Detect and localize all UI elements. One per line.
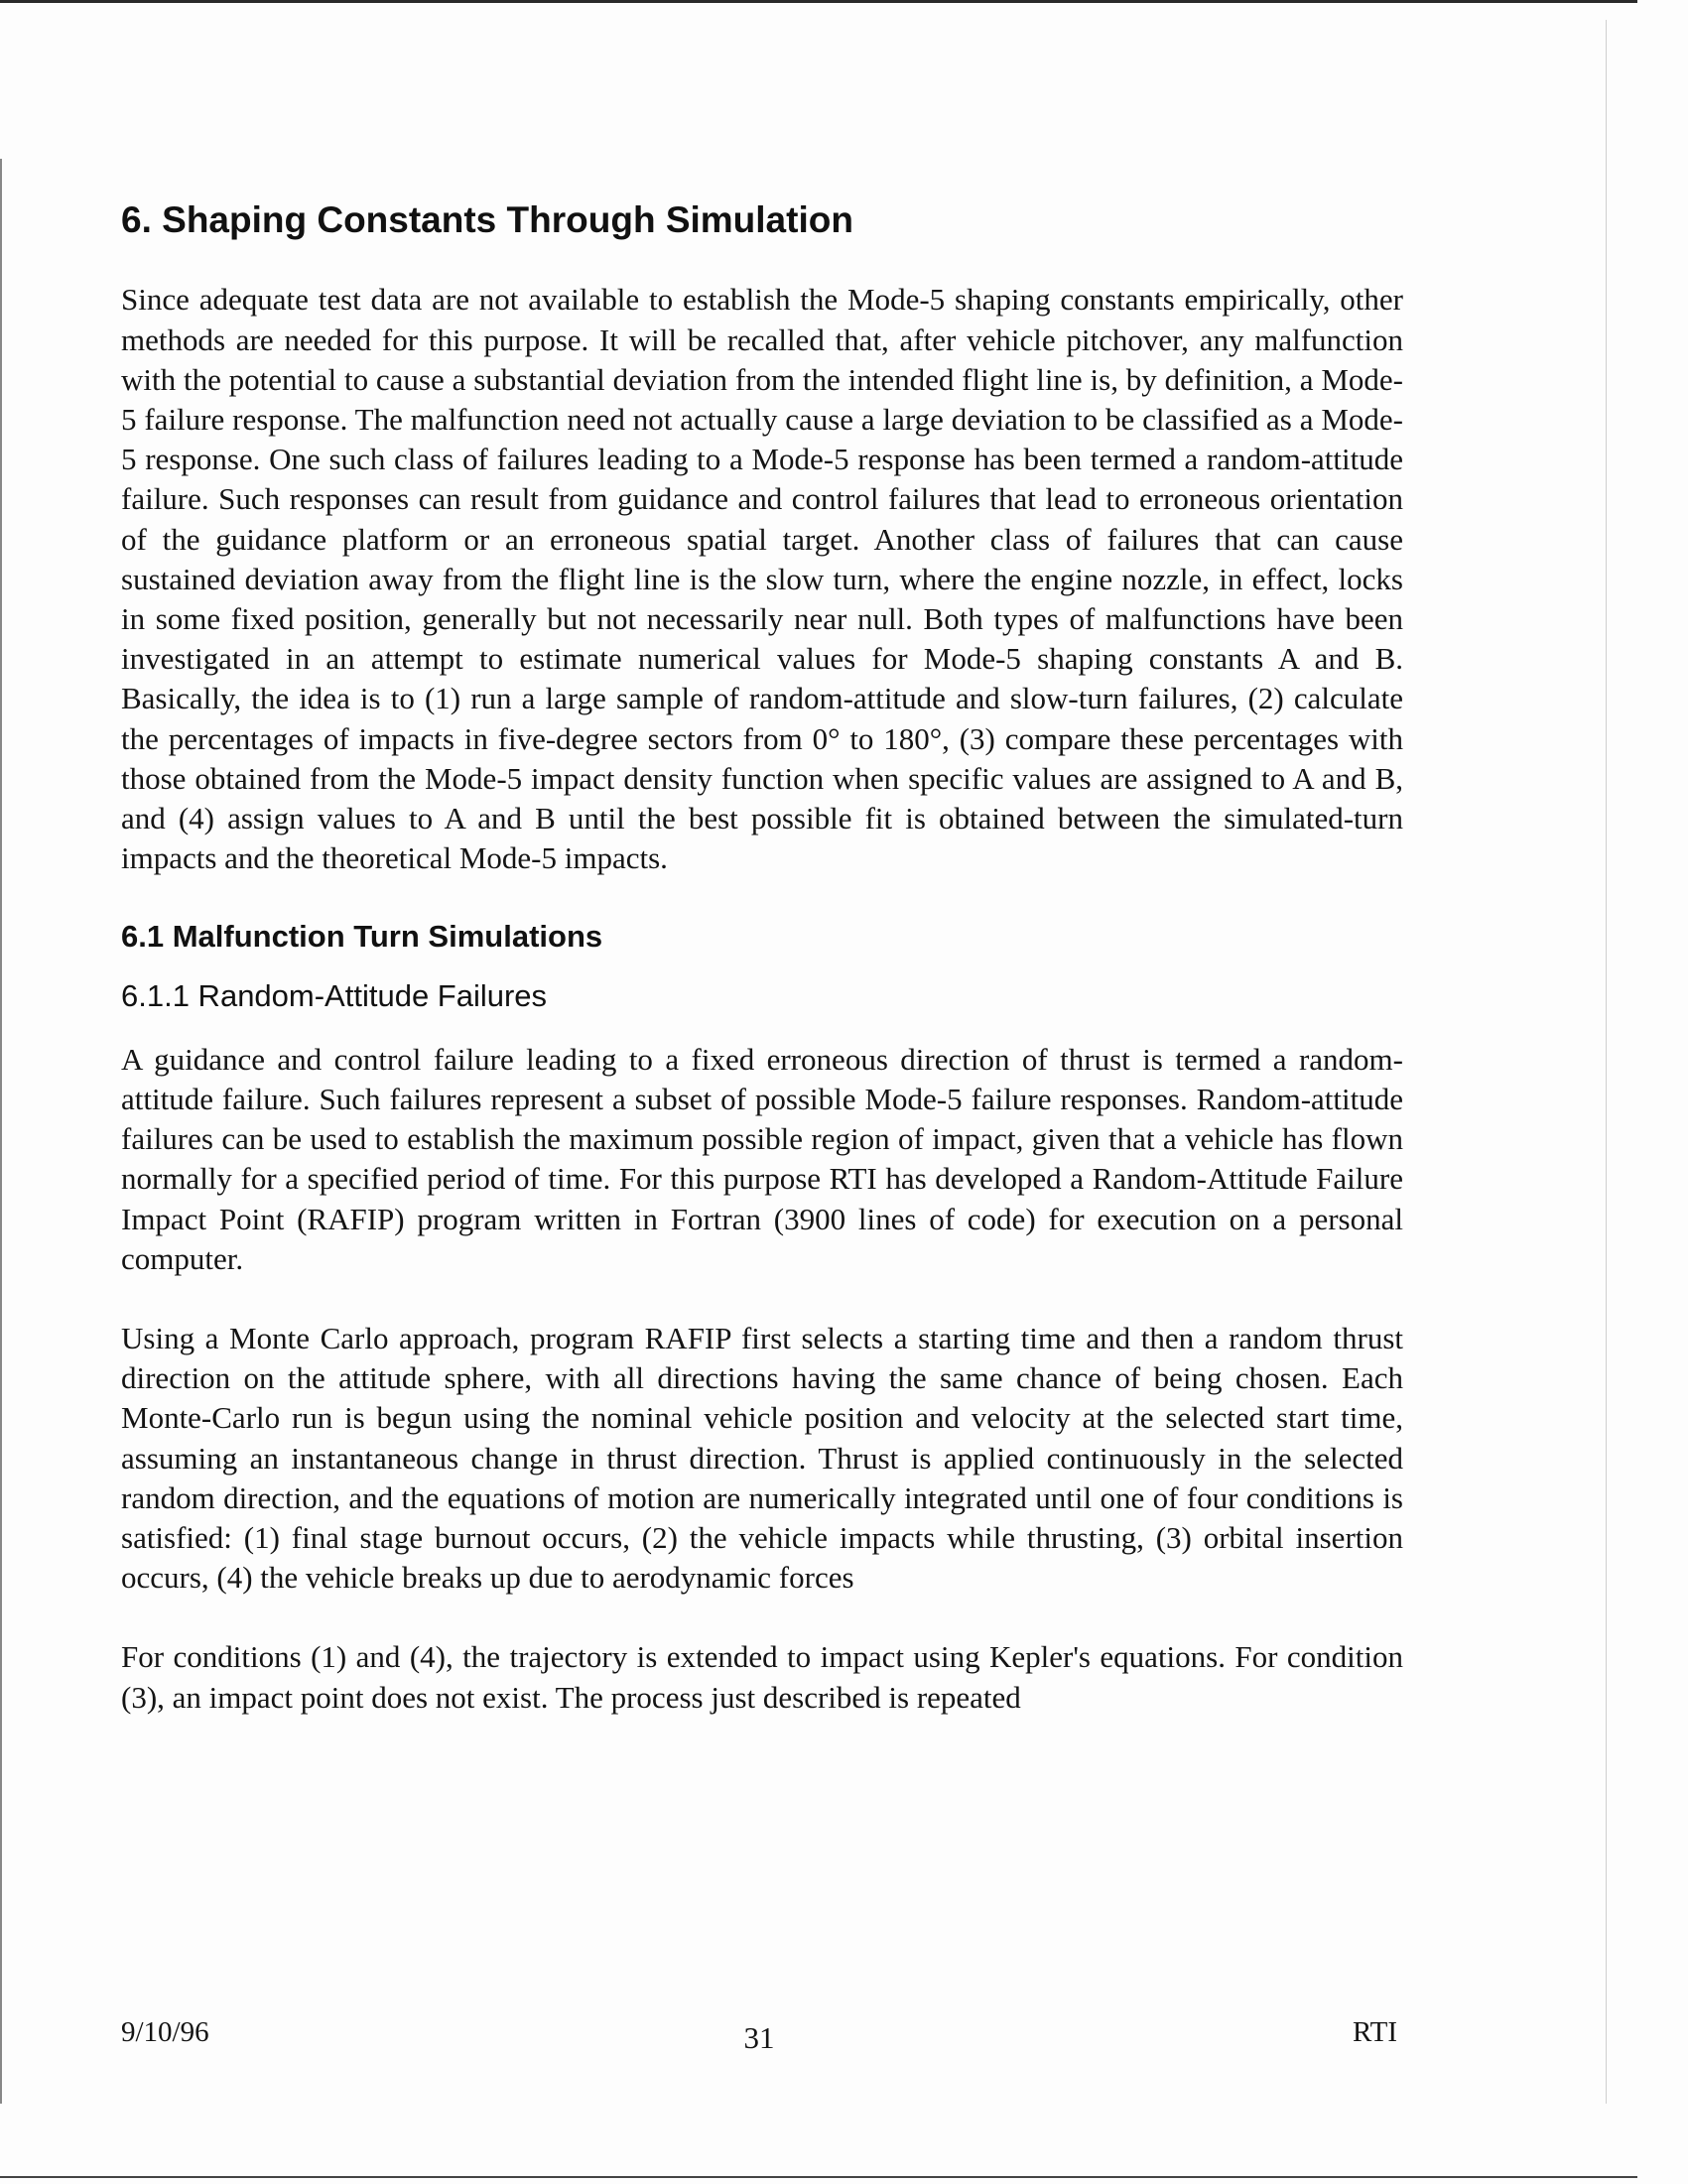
- scan-edge-top: [0, 0, 1637, 3]
- subsubsection-heading: 6.1.1 Random-Attitude Failures: [121, 977, 548, 1013]
- footer-organization: RTI: [1353, 2016, 1397, 2048]
- body-paragraph: Using a Monte Carlo approach, program RAFIP first selects a starting time and then a random thrust direction on the attitude sphere, with all directions having the same chance of being chosen. Each Monte-Carlo run is begun using the nominal vehicle position and velocity at the selected start time, assuming an instantaneous change in thrust direction. Thrust is applied continuously in the selected random direction, and the equations of motion are numerically integrated until one of four conditions is satisfied: (1) final stage burnout occurs, (2) the vehicle impacts while thrusting, (3) orbital insertion occurs, (4) the vehicle breaks up due to aerodynamic forces: [121, 1321, 1403, 1596]
- scan-edge-right: [1606, 20, 1607, 2104]
- body-paragraph: A guidance and control failure leading to a fixed erroneous direction of thrust is termed a random-attitude failure. Such failures represent a subset of possible Mode-5 failure responses. Random-attitude failures can be used to establish the maximum possible region of impact, given that a vehicle has flown normally for a specified period of time. For this purpose RTI has developed a Random-Attitude Failure Impact Point (RAFIP) program written in Fortran (3900 lines of code) for execution on a personal computer.: [121, 1041, 1403, 1276]
- intro-paragraph: Since adequate test data are not available to establish the Mode-5 shaping constants empirically, other methods are needed for this purpose. It will be recalled that, after vehicle pitchover, any malfunction with the potential to cause a substantial deviation from the intended flight line is, by definition, a Mode-5 failure response. The malfunction need not actually cause a large deviation to be classified as a Mode-5 response. One such class of failures leading to a Mode-5 response has been termed a random-attitude failure. Such responses can result from guidance and control failures that lead to erroneous orientation of the guidance platform or an erroneous spatial target. Another class of failures that can cause sustained deviation away from the flight line is the slow turn, where the engine nozzle, in effect, locks in some fixed position, generally but not necessarily near null. Both types of malfunctions have been investigated in an attempt to estimate numerical values for Mode-5 shaping constants A and B. Basically, the idea is to (1) run a large sample of random-attitude and slow-turn failures, (2) calculate the percentages of impacts in five-degree sectors from 0° to 180°, (3) compare these percentages with those obtained from the Mode-5 impact density function when specific values are assigned to A and B, and (4) assign values to A and B until the best possible fit is obtained between the simulated-turn impacts and the theoretical Mode-5 impacts.: [121, 282, 1403, 876]
- body-paragraph: For conditions (1) and (4), the trajectory is extended to impact using Kepler's equations. For condition (3), an impact point does not exist. The process just described is repeated: [121, 1639, 1403, 1715]
- scan-edge-left: [0, 159, 2, 2104]
- page-number: 31: [743, 2020, 775, 2055]
- footer-date: 9/10/96: [121, 2016, 209, 2048]
- page-footer: [121, 2016, 1397, 2056]
- section-heading: 6. Shaping Constants Through Simulation: [121, 199, 853, 240]
- subsection-heading: 6.1 Malfunction Turn Simulations: [121, 919, 603, 955]
- page-content: [121, 198, 1403, 1757]
- scan-edge-bottom: [0, 2176, 1637, 2178]
